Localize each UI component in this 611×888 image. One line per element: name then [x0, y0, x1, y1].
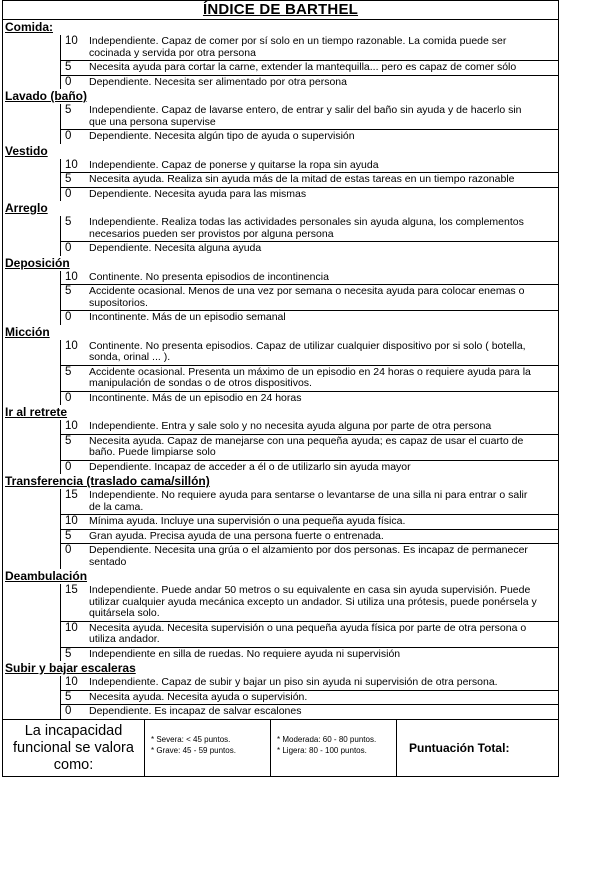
category-section — [3, 325, 558, 406]
options-group — [3, 159, 558, 202]
option-row — [60, 241, 558, 256]
category-heading: Lavado (baño) — [5, 89, 88, 103]
barthel-index-form — [2, 0, 559, 777]
footer — [3, 719, 558, 776]
category-heading: Deambulación — [5, 569, 88, 583]
option-row — [60, 35, 558, 60]
options-group — [3, 35, 558, 89]
option-score: 10 — [65, 270, 78, 283]
option-score: 5 — [65, 285, 72, 297]
option-row — [60, 704, 558, 719]
option-text: Continente. No presenta episodios de incontinencia — [89, 270, 329, 283]
option-row — [60, 676, 558, 690]
category-section — [3, 661, 558, 719]
option-score: 5 — [65, 365, 72, 378]
option-score: 0 — [65, 242, 72, 254]
option-score: 5 — [65, 647, 72, 660]
category-heading: Transferencia (traslado cama/sillón) — [5, 474, 210, 488]
option-text: Dependiente. Es incapaz de salvar escalones — [89, 705, 302, 717]
option-text: Accidente ocasional. Menos de una vez por semana o necesita ayuda para colocar enemas o supositorios. — [89, 285, 525, 309]
severity-severa: * Severa: < 45 puntos. — [151, 734, 231, 744]
option-text: Accidente ocasional. Presenta un máximo de un episodio en 24 horas o requiere ayuda para la manipulación de sondas o de otros dispositivos. — [89, 365, 531, 389]
option-text: Mínima ayuda. Incluye una supervisión o una pequeña ayuda física. — [89, 515, 406, 527]
option-text: Necesita ayuda para cortar la carne, extender la mantequilla... pero es capaz de comer sólo — [89, 61, 517, 73]
option-row — [60, 340, 558, 365]
options-group — [3, 584, 558, 661]
option-text: Independiente. Capaz de subir y bajar un piso sin ayuda ni supervisión de otra persona. — [89, 676, 498, 688]
option-row — [60, 75, 558, 90]
option-row — [60, 420, 558, 434]
options-group — [3, 216, 558, 256]
option-score: 0 — [65, 460, 72, 473]
options-group — [3, 104, 558, 144]
option-score: 10 — [65, 420, 78, 432]
option-score: 0 — [65, 391, 72, 404]
option-score: 15 — [65, 584, 78, 596]
category-section — [3, 569, 558, 661]
severity-scale-a — [145, 720, 271, 776]
category-section — [3, 20, 558, 89]
option-text: Dependiente. Necesita ser alimentado por otra persona — [89, 75, 347, 88]
option-score: 15 — [65, 489, 78, 501]
category-heading: Vestido — [5, 143, 48, 158]
option-text: Gran ayuda. Precisa ayuda de una persona fuerte o entrenada. — [89, 529, 384, 542]
option-row — [60, 365, 558, 391]
option-score: 10 — [65, 35, 78, 47]
category-heading: Comida: — [5, 20, 53, 34]
option-text: Incontinente. Más de un episodio en 24 horas — [89, 391, 302, 404]
option-score: 5 — [65, 104, 72, 116]
option-text: Incontinente. Más de un episodio semanal — [89, 311, 286, 323]
option-text: Necesita ayuda. Capaz de manejarse con una pequeña ayuda; es capaz de usar el cuarto de baño. Puede limpiarse solo — [89, 434, 524, 458]
options-group — [3, 489, 558, 569]
option-score: 0 — [65, 544, 72, 556]
option-score: 5 — [65, 434, 72, 447]
option-row — [60, 690, 558, 705]
category-section — [3, 144, 558, 202]
option-text: Necesita ayuda. Necesita ayuda o supervisión. — [89, 690, 308, 703]
option-score: 10 — [65, 515, 78, 527]
option-row — [60, 647, 558, 662]
options-group — [3, 420, 558, 474]
option-row — [60, 271, 558, 285]
option-text: Independiente. Capaz de lavarse entero, de entrar y salir del baño sin ayuda y de hacerlo sin que una persona supervise — [89, 104, 522, 128]
option-score: 0 — [65, 311, 72, 323]
page-title: ÍNDICE DE BARTHEL — [3, 1, 558, 20]
option-row — [60, 310, 558, 325]
option-text: Independiente. Realiza todas las actividades personales sin ayuda alguna, los complementos necesarios pueden ser provistos por alguna persona — [89, 216, 524, 240]
footer-lead: La incapacidad funcional se valora como: — [3, 720, 145, 776]
option-row — [60, 489, 558, 514]
option-score: 10 — [65, 339, 78, 352]
options-group — [3, 676, 558, 719]
option-row — [60, 543, 558, 569]
option-row — [60, 460, 558, 475]
option-score: 10 — [65, 676, 78, 688]
category-heading: Deposición — [5, 255, 70, 270]
option-text: Dependiente. Necesita ayuda para las mismas — [89, 187, 307, 200]
option-score: 0 — [65, 187, 72, 200]
option-text: Dependiente. Necesita algún tipo de ayuda o supervisión — [89, 130, 355, 142]
option-score: 5 — [65, 529, 72, 542]
option-score: 5 — [65, 61, 72, 73]
option-text: Independiente. No requiere ayuda para sentarse o levantarse de una silla ni para entrar o salir de la cama. — [89, 489, 528, 513]
option-row — [60, 391, 558, 406]
category-section — [3, 89, 558, 144]
option-text: Dependiente. Necesita alguna ayuda — [89, 242, 262, 254]
option-row — [60, 129, 558, 144]
option-row — [60, 60, 558, 75]
option-row — [60, 104, 558, 129]
severity-moderada: * Moderada: 60 - 80 puntos. — [277, 734, 377, 744]
option-text: Independiente. Entra y sale solo y no necesita ayuda alguna por parte de otra persona — [89, 420, 492, 432]
option-row — [60, 284, 558, 310]
option-row — [60, 584, 558, 621]
option-score: 0 — [65, 705, 72, 717]
option-score: 5 — [65, 216, 72, 228]
option-score: 5 — [65, 173, 72, 185]
category-heading: Subir y bajar escaleras — [5, 661, 136, 675]
category-section — [3, 256, 558, 325]
total-score-label: Puntuación Total: — [409, 740, 510, 755]
category-heading: Arreglo — [5, 201, 48, 215]
option-text: Independiente. Capaz de comer por sí solo en un tiempo razonable. La comida puede ser cocinada y servida por otra persona — [89, 35, 507, 59]
option-row — [60, 434, 558, 460]
option-text: Independiente. Puede andar 50 metros o su equivalente en casa sin ayuda supervisión. Puede utilizar cualquier ayuda mecánica excepto un andador. Si utiliza una prótesis, puede ponérsela y quitársela solo. — [89, 584, 537, 619]
severity-ligera: * Ligera: 80 - 100 puntos. — [277, 745, 367, 755]
option-score: 10 — [65, 621, 78, 634]
option-row — [60, 529, 558, 544]
category-section — [3, 474, 558, 569]
option-text: Independiente. Capaz de ponerse y quitarse la ropa sin ayuda — [89, 158, 379, 171]
option-row — [60, 187, 558, 202]
category-heading: Micción — [5, 324, 50, 339]
option-score: 5 — [65, 690, 72, 703]
category-heading: Ir al retrete — [5, 405, 68, 419]
option-score: 0 — [65, 130, 72, 142]
category-section — [3, 201, 558, 256]
options-group — [3, 340, 558, 406]
options-group — [3, 271, 558, 325]
option-row — [60, 216, 558, 241]
option-text: Necesita ayuda. Realiza sin ayuda más de la mitad de estas tareas en un tiempo razonable — [89, 173, 515, 185]
category-section — [3, 405, 558, 474]
option-row — [60, 172, 558, 187]
severity-grave: * Grave: 45 - 59 puntos. — [151, 745, 236, 755]
option-text: Continente. No presenta episodios. Capaz de utilizar cualquier dispositivo por si solo ( botella, sonda, orinal ... ). — [89, 339, 526, 363]
option-row — [60, 159, 558, 173]
option-text: Dependiente. Necesita una grúa o el alzamiento por dos personas. Es incapaz de permanecer sentado — [89, 544, 528, 568]
option-score: 10 — [65, 158, 78, 171]
severity-scale-b — [271, 720, 397, 776]
option-text: Necesita ayuda. Necesita supervisión o una pequeña ayuda física por parte de otra persona o utiliza andador. — [89, 621, 527, 645]
option-row — [60, 621, 558, 647]
option-score: 0 — [65, 75, 72, 88]
categories-list — [3, 20, 558, 719]
option-row — [60, 514, 558, 529]
option-text: Independiente en silla de ruedas. No requiere ayuda ni supervisión — [89, 647, 401, 660]
option-text: Dependiente. Incapaz de acceder a él o de utilizarlo sin ayuda mayor — [89, 460, 411, 473]
